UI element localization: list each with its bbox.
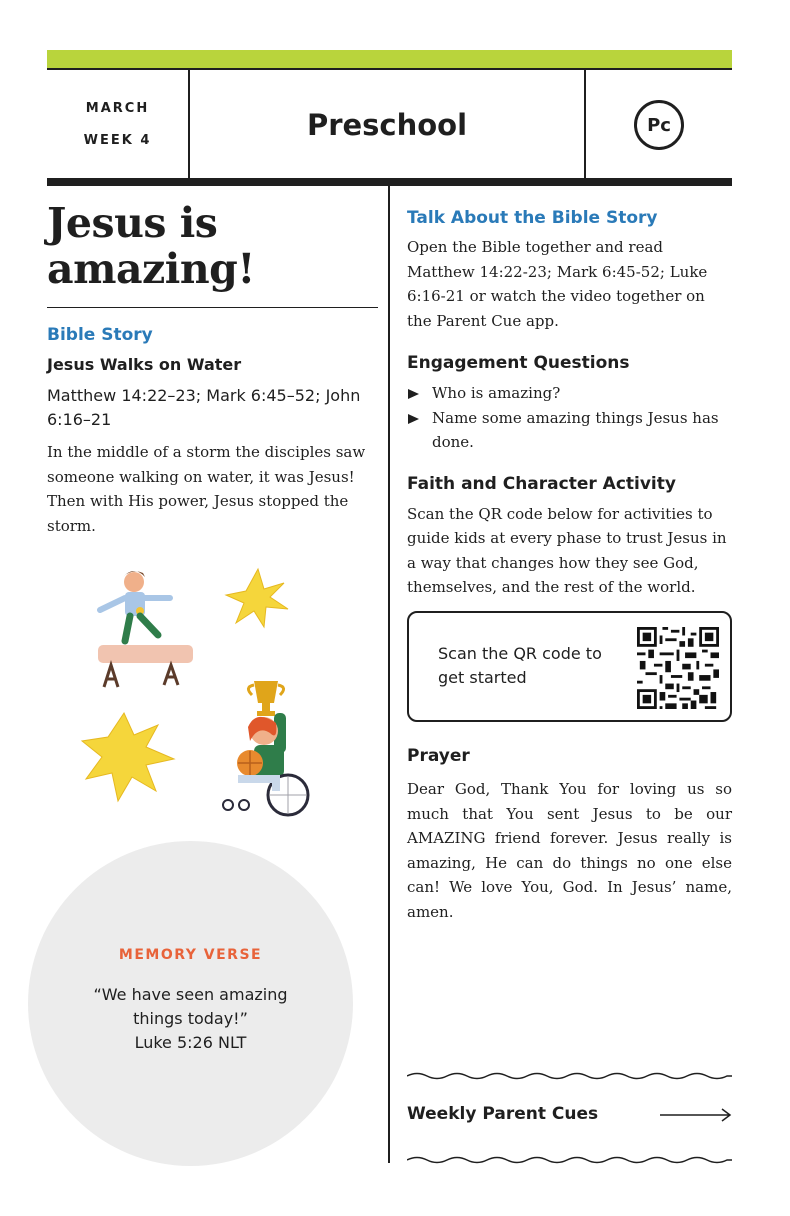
date-block xyxy=(47,70,190,180)
logo-text: Pc xyxy=(647,114,671,136)
story-title: Jesus Walks on Water xyxy=(47,355,242,374)
left-column xyxy=(47,200,378,538)
week-label: WEEK 4 xyxy=(83,133,152,148)
talk-about-label: Talk About the Bible Story xyxy=(407,208,658,228)
page-title-cell xyxy=(190,70,586,180)
top-accent-bar xyxy=(47,50,732,68)
engagement-questions xyxy=(407,381,732,455)
page-title: Preschool xyxy=(306,108,468,142)
qr-callout[interactable] xyxy=(407,611,732,722)
month-label: MARCH xyxy=(85,101,150,116)
faith-text: Scan the QR code below for activities to guide kids at every phase to trust Jesus in a way that changes how they see God, themselves, and the rest of the world. xyxy=(407,504,727,596)
wavy-divider-top xyxy=(407,1071,732,1081)
prayer-text: Dear God, Thank You for loving us so much that You sent Jesus to be our AMAZING friend forever. Jesus really is amazing, He can do things no one else can! We love You, God. In Jesus’ name, amen. xyxy=(407,780,732,921)
column-divider xyxy=(388,186,390,1163)
memory-verse-reference: Luke 5:26 NLT xyxy=(134,1033,247,1052)
logo-cell xyxy=(586,70,732,180)
weekly-parent-cues-label: Weekly Parent Cues xyxy=(407,1104,599,1124)
header-divider xyxy=(47,178,732,186)
main-title: Jesus is amazing! xyxy=(47,200,378,308)
faith-heading: Faith and Character Activity xyxy=(407,473,676,494)
question-item: Name some amazing things Jesus has done. xyxy=(407,406,732,455)
prayer-heading: Prayer xyxy=(407,746,470,766)
question-item: Who is amazing? xyxy=(407,381,732,406)
wavy-divider-bottom xyxy=(407,1155,732,1165)
qr-code-icon[interactable] xyxy=(637,627,719,709)
header xyxy=(47,68,732,178)
story-summary: In the middle of a storm the disciples saw someone walking on water, it was Jesus! Then with His power, Jesus stopped the storm. xyxy=(47,443,366,535)
story-illustration xyxy=(78,565,318,825)
memory-verse-text: “We have seen amazing things today!” xyxy=(93,985,288,1028)
parent-cue-logo-icon xyxy=(634,100,684,150)
story-references: Matthew 14:22–23; Mark 6:45–52; John 6:16–21 xyxy=(47,386,361,429)
qr-callout-text: Scan the QR code to get started xyxy=(438,644,602,687)
right-column xyxy=(407,208,732,600)
arrow-right-icon[interactable] xyxy=(660,1108,732,1122)
talk-about-text: Open the Bible together and read Matthew 14:22-23; Mark 6:45-52; Luke 6:16-21 or watch the video together on the Parent Cue app. xyxy=(407,238,708,330)
weekly-parent-cues-link[interactable] xyxy=(407,1104,732,1130)
memory-verse-label: MEMORY VERSE xyxy=(118,947,263,963)
memory-verse-circle xyxy=(28,841,353,1166)
engagement-heading: Engagement Questions xyxy=(407,353,630,373)
bible-story-label: Bible Story xyxy=(47,325,153,345)
